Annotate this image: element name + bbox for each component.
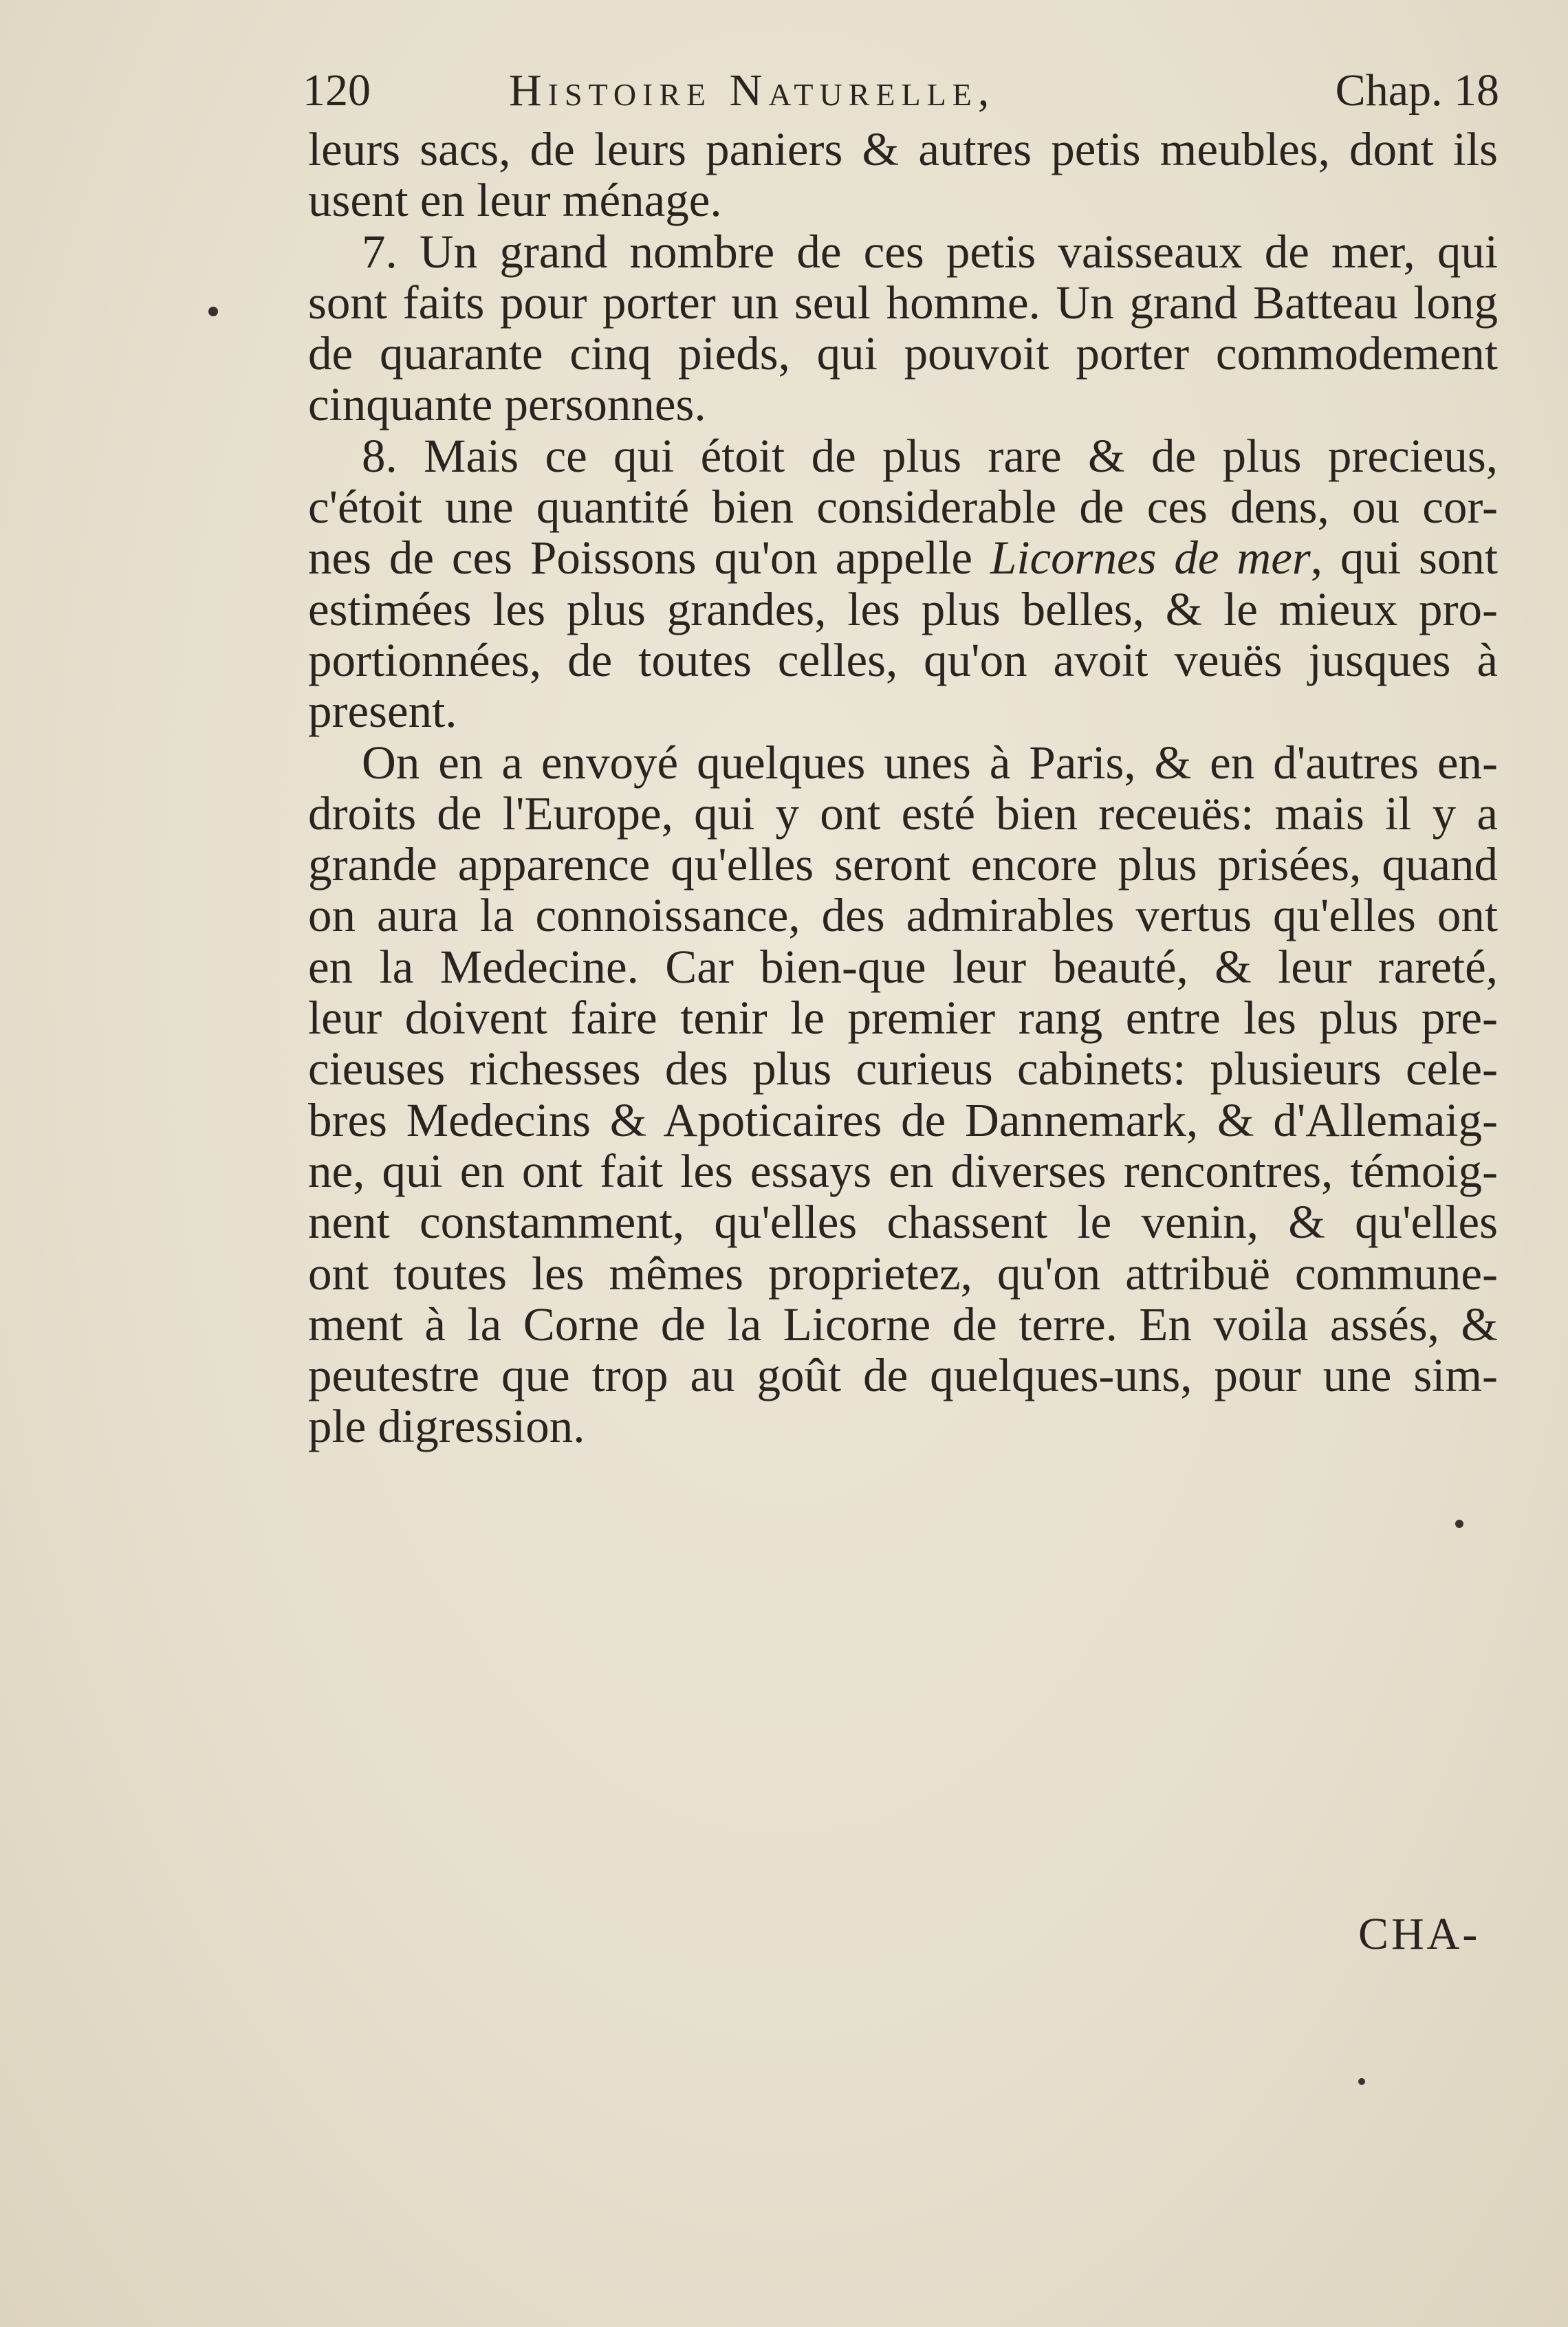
chapter-label: Chap. 18 xyxy=(1335,65,1499,116)
text-line: bres Medecins & Apoticaires de Dannemark, & d'Allemaig- xyxy=(308,1093,1498,1146)
text-line: en la Medecine. Car bien-que leur beauté, & leur rareté, xyxy=(308,940,1498,993)
text-line: leur doivent faire tenir le premier rang entre les plus pre- xyxy=(308,992,1498,1045)
text-line: grande apparence qu'elles seront encore plus prisées, quand xyxy=(308,838,1498,891)
text-line: cieuses richesses des plus curieus cabinets: plusieurs cele- xyxy=(308,1042,1498,1095)
text-line: portionnées, de toutes celles, qu'on avoit veuës jusques à xyxy=(308,633,1498,686)
text-line: c'étoit une quantité bien considerable de ces dens, ou cor- xyxy=(308,481,1498,534)
text-line: droits de l'Europe, qui y ont esté bien receuës: mais il y a xyxy=(308,787,1498,840)
text-line: de quarante cinq pieds, qui pouvoit porter commodement xyxy=(308,327,1498,380)
text-line: peutestre que trop au goût de quelques-uns, pour une sim- xyxy=(308,1349,1498,1402)
page-number: 120 xyxy=(303,65,371,116)
text-line: On en a envoyé quelques unes à Paris, & en d'autres en- xyxy=(362,736,1498,789)
text-line: present. xyxy=(308,685,457,738)
text-line: ple digression. xyxy=(308,1400,585,1453)
text-segment: nes de ces Poissons qu'on appelle xyxy=(308,532,990,585)
running-title: Histoire Naturelle, xyxy=(509,65,996,116)
text-line: 8. Mais ce qui étoit de plus rare & de plus precieus, xyxy=(362,429,1498,482)
text-line: sont faits pour porter un seul homme. Un grand Batteau long xyxy=(308,276,1498,329)
catchword: CHA- xyxy=(1358,1909,1481,1959)
text-line: cinquante personnes. xyxy=(308,378,706,431)
italic-term: Licornes de mer xyxy=(990,532,1311,585)
body-text xyxy=(308,124,1498,1452)
text-segment: , qui sont xyxy=(1310,532,1498,585)
text-line: nent constamment, qu'elles chassent le venin, & qu'elles xyxy=(308,1196,1498,1249)
text-line: 7. Un grand nombre de ces petis vaisseaux de mer, qui xyxy=(362,225,1498,278)
text-line: leurs sacs, de leurs paniers & autres petis meubles, dont ils xyxy=(308,123,1498,175)
text-line: estimées les plus grandes, les plus belles, & le mieux pro- xyxy=(308,582,1498,635)
text-line-with-italic xyxy=(308,532,1498,583)
text-line: on aura la connoissance, des admirables vertus qu'elles ont xyxy=(308,889,1498,942)
text-line: ont toutes les mêmes proprietez, qu'on attribuë commune- xyxy=(308,1247,1498,1300)
text-line: ment à la Corne de la Licorne de terre. En voila assés, & xyxy=(308,1298,1498,1351)
text-line: usent en leur ménage. xyxy=(308,174,722,227)
text-line: ne, qui en ont fait les essays en diverses rencontres, témoig- xyxy=(308,1144,1498,1197)
ink-speck xyxy=(1358,2078,1365,2085)
running-header xyxy=(303,63,1499,118)
ink-speck xyxy=(1455,1520,1463,1528)
ink-speck xyxy=(208,307,218,316)
